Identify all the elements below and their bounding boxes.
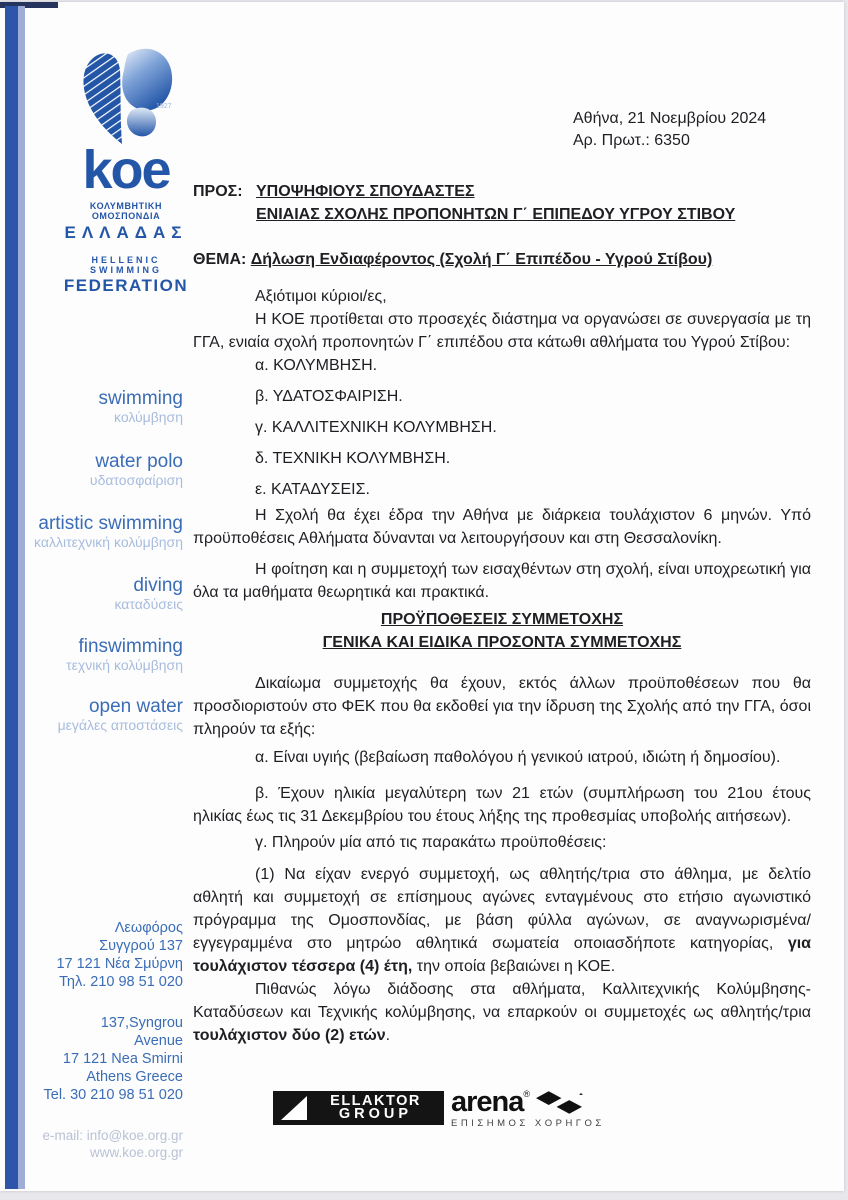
sport-en-label: artistic swimming xyxy=(38,513,183,534)
logo-federation-en-big: FEDERATION xyxy=(63,276,189,295)
arena-logo xyxy=(451,1086,605,1129)
koe-logo xyxy=(56,44,196,296)
sidebar-sport-open-water xyxy=(0,696,183,734)
ellaktor-group-label: GROUP xyxy=(338,1106,413,1122)
sport-gr-label: τεχνική κολύμβηση xyxy=(66,657,183,673)
sport-en-label: diving xyxy=(133,575,183,596)
address-greek xyxy=(0,919,183,991)
sport-gr-label: καταδύσεις xyxy=(114,596,183,612)
address-line: Avenue xyxy=(134,1033,183,1049)
paragraph-intro: Η ΚΟΕ προτίθεται στο προσεχές διάστημα να οργανώσει σε συνεργασία με τη ΓΓΑ, ενιαία σχολή προπονητών Γ΄ επιπέδου στα κάτωθι αθλήματα του Υγρού Στίβου: xyxy=(193,311,811,351)
sport-en-label: swimming xyxy=(98,388,183,409)
sport-gr-label: μεγάλες αποστάσεις xyxy=(57,717,183,733)
condition-c2-bold: τουλάχιστον δύο (2) ετών xyxy=(193,1027,386,1044)
address-english xyxy=(0,1014,183,1104)
subject-line xyxy=(193,248,811,271)
sport-en-label: open water xyxy=(88,696,183,717)
list-item: δ. ΤΕΧΝΙΚΗ ΚΟΛΥΜΒΗΣΗ. xyxy=(255,450,451,467)
recipient-line-2: ΕΝΙΑΙΑΣ ΣΧΟΛΗΣ ΠΡΟΠΟΝΗΤΩΝ Γ΄ ΕΠΙΠΕΔΟΥ ΥΓΡΟΥ ΣΤΙΒΟΥ xyxy=(256,206,736,223)
sidebar-sport-water-polo xyxy=(0,451,183,489)
logo-federation-en-small: HELLENIC SWIMMING xyxy=(90,255,162,275)
address-phone: Τηλ. 210 98 51 020 xyxy=(59,974,183,990)
paragraph-eligibility: Δικαίωμα συμμετοχής θα έχουν, εκτός άλλων προϋποθέσεων που θα προσδιοριστούν στο ΦΕΚ που θα εκδοθεί για την ίδρυση της Σχολής από την ΓΓΑ, όσοι πληρούν τα εξής: xyxy=(193,675,811,738)
address-phone: Tel. 30 210 98 51 020 xyxy=(43,1087,183,1103)
list-item: γ. ΚΑΛΛΙΤΕΧΝΙΚΗ ΚΟΛΥΜΒΗΣΗ. xyxy=(255,419,497,436)
address-line: 137,Syngrou xyxy=(100,1015,183,1031)
sport-en-label: finswimming xyxy=(78,636,183,657)
condition-c1-tail: την οποία βεβαιώνει η ΚΟΕ. xyxy=(412,958,616,975)
website-url: www.koe.org.gr xyxy=(89,1145,183,1160)
paragraph-condition-c1 xyxy=(193,863,811,978)
sidebar-sport-finswimming xyxy=(0,636,183,674)
protocol-number: Αρ. Πρωτ.: 6350 xyxy=(573,132,690,149)
list-item: α. ΚΟΛΥΜΒΗΣΗ. xyxy=(255,357,378,374)
condition-b: β. Έχουν ηλικία μεγαλύτερη των 21 ετών (συμπλήρωση του 21ου έτους ηλικίας έως τις 31 Δεκεμβρίου του έτους λήξης της προθεσμίας υποβολής αιτήσεων). xyxy=(193,785,811,825)
list-item: β. ΥΔΑΤΟΣΦΑΙΡΙΣΗ. xyxy=(255,388,403,405)
condition-a: α. Είναι υγιής (βεβαίωση παθολόγου ή γενικού ιατρού, ιδιώτη ή δημοσίου). xyxy=(255,749,781,766)
date-block xyxy=(573,108,766,152)
paragraph-location: Η Σχολή θα έχει έδρα την Αθήνα με διάρκεια τουλάχιστον 6 μηνών. Υπό προϋποθέσεις Αθλήματα δύνανται να λειτουργήσουν και στη Θεσσαλονίκη. xyxy=(193,507,811,547)
contact-web xyxy=(0,1127,183,1161)
sports-enumeration xyxy=(193,354,811,501)
official-sponsor-label: ΕΠΙΣΗΜΟΣ ΧΟΡΗΓΟΣ xyxy=(451,1118,605,1129)
address-line: Λεωφόρος xyxy=(114,920,183,936)
condition-c2-text: Πιθανώς λόγω διάδοσης στα αθλήματα, Καλλιτεχνικής Κολύμβησης-Καταδύσεων και Τεχνικής κολύμβησης, να επαρκούν οι συμμετοχές ως αθλητής/τρια xyxy=(193,981,811,1021)
recipient-line-1: ΥΠΟΨΗΦΙΟΥΣ ΣΠΟΥΔΑΣΤΕΣ xyxy=(256,183,475,200)
address-line: Athens Greece xyxy=(86,1069,183,1085)
logo-year: 1927 xyxy=(156,103,172,110)
logo-federation-gr-big: ΕΛΛΑΔΑΣ xyxy=(64,223,188,242)
recipient-block xyxy=(193,180,811,226)
condition-c2-tail: . xyxy=(385,1027,391,1044)
salutation: Αξιότιμοι κύριοι/ες, xyxy=(255,288,387,305)
address-line: Συγγρού 137 xyxy=(99,938,183,954)
sport-gr-label: καλλιτεχνική κολύμβηση xyxy=(34,534,183,550)
to-label: ΠΡΟΣ: xyxy=(193,183,243,200)
logo-federation-gr-small: ΚΟΛΥΜΒΗΤΙΚΗ ΟΜΟΣΠΟΝΔΙΑ xyxy=(89,201,163,221)
registered-mark: ® xyxy=(523,1089,531,1099)
sport-gr-label: υδατοσφαίριση xyxy=(89,472,183,488)
ellaktor-label: ELLAKTOR xyxy=(330,1093,421,1109)
paragraph-attendance: Η φοίτηση και η συμμετοχή των εισαχθέντων στη σχολή, είναι υποχρεωτική για όλα τα μαθήματα θεωρητικά και πρακτικά. xyxy=(193,561,811,601)
arena-diamonds-icon xyxy=(536,1091,583,1115)
koe-wordmark: koe xyxy=(82,140,170,200)
letter-body xyxy=(193,180,811,1047)
sport-en-label: water polo xyxy=(95,451,183,472)
water-drop-logo-icon xyxy=(70,44,182,152)
arena-wordmark: arena xyxy=(451,1086,524,1118)
address-line: 17 121 Nea Smirni xyxy=(62,1051,183,1067)
date-line: Αθήνα, 21 Νοεμβρίου 2024 xyxy=(573,110,767,127)
condition-c1-bold: για τουλάχιστον τέσσερα (4) έτη, xyxy=(193,935,811,975)
ellaktor-group-logo xyxy=(273,1091,444,1125)
sport-gr-label: κολύμβηση xyxy=(113,409,183,425)
section-heading-line-2: ΓΕΝΙΚΑ ΚΑΙ ΕΙΔΙΚΑ ΠΡΟΣΟΝΤΑ ΣΥΜΜΕΤΟΧΗΣ xyxy=(322,634,682,651)
sidebar-sport-swimming xyxy=(0,388,183,426)
address-line: 17 121 Νέα Σμύρνη xyxy=(56,956,183,972)
condition-c: γ. Πληρούν μία από τις παρακάτω προϋποθέσεις: xyxy=(255,834,607,851)
section-heading-line-1: ΠΡΟΫΠΟΘΕΣΕΙΣ ΣΥΜΜΕΤΟΧΗΣ xyxy=(380,611,624,628)
sidebar-sport-artistic-swimming xyxy=(0,513,183,551)
list-item: ε. ΚΑΤΑΔΥΣΕΙΣ. xyxy=(255,481,370,498)
sidebar-sport-diving xyxy=(0,575,183,613)
email-address: e-mail: info@koe.org.gr xyxy=(42,1128,183,1143)
section-heading xyxy=(193,608,811,654)
subject-text: Δήλωση Ενδιαφέροντος (Σχολή Γ΄ Επιπέδου - Υγρού Στίβου) xyxy=(250,251,713,268)
subject-label: ΘΕΜΑ: xyxy=(193,251,247,268)
paragraph-condition-c2 xyxy=(193,978,811,1047)
triangle-icon xyxy=(281,1096,307,1120)
letter-page xyxy=(0,2,844,1191)
condition-c1-text: (1) Να είχαν ενεργό συμμετοχή, ως αθλητής/τρια στο άθλημα, με δελτίο αθλητή και συμμετοχή σε επίσημους αγώνες ενταγμένους στο ετήσιο αγωνιστικό πρόγραμμα της Ομοσπονδίας, με βάση φύλλα αγώνων, σε αναγνωρισμένα/εγγεγραμμένα στο μητρώο αθλητικά σωματεία οποιασδήποτε κατηγορίας, xyxy=(193,866,811,952)
